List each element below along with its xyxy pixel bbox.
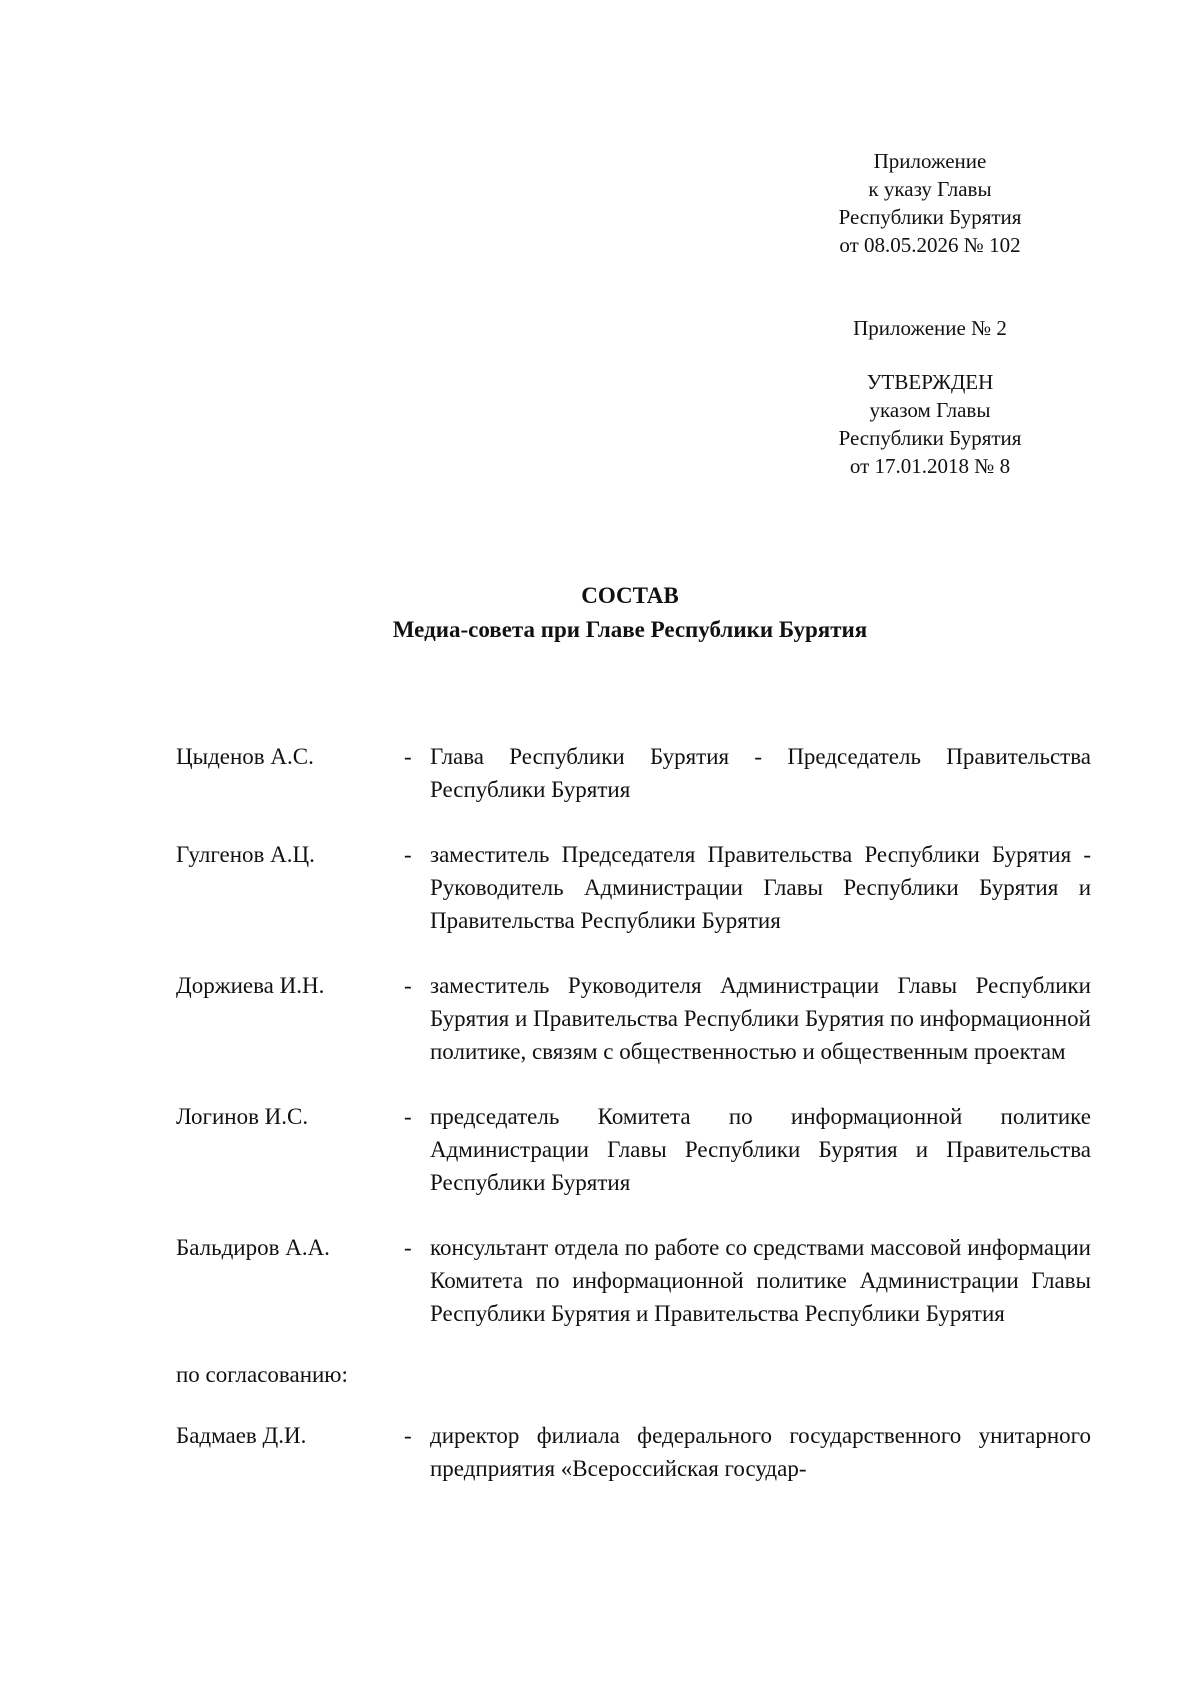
member-name: Доржиева И.Н. — [176, 973, 325, 998]
member-entry — [176, 838, 1091, 937]
member-role: Глава Республики Бурятия - Председатель Правительства Республики Бурятия — [430, 744, 1091, 802]
member-role: председатель Комитета по информационной политике Администрации Главы Республики Бурятия и Правительства Республики Бурятия — [430, 1104, 1091, 1195]
appendix-header — [790, 147, 1070, 259]
agreed-member-entry — [176, 1419, 1091, 1485]
member-entry — [176, 969, 1091, 1068]
agreement-label: по согласованию: — [176, 1362, 348, 1387]
appendix-number: Приложение № 2 — [853, 316, 1007, 340]
approval-line: указом Главы — [869, 398, 991, 422]
member-role: директор филиала федерального государственного унитарного предприятия «Всероссийская государ- — [430, 1423, 1091, 1481]
member-entry — [176, 1100, 1091, 1199]
member-name: Бадмаев Д.И. — [176, 1423, 307, 1448]
member-name: Логинов И.С. — [176, 1104, 309, 1129]
member-dash: - — [404, 1423, 412, 1448]
member-role: заместитель Председателя Правительства Республики Бурятия - Руководитель Администрации Главы Республики Бурятия и Правительства Республики Бурятия — [430, 842, 1091, 933]
title-subheading: Медиа-совета при Главе Республики Бурятия — [392, 617, 868, 642]
approval-date-line: от 17.01.2018 № 8 — [849, 454, 1011, 478]
member-dash: - — [404, 1235, 412, 1260]
member-role: консультант отдела по работе со средствами массовой информации Комитета по информационной политике Администрации Главы Республики Бурятия и Правительства Республики Бурятия — [430, 1235, 1091, 1326]
member-name: Бальдиров А.А. — [176, 1235, 330, 1260]
appendix-line: Приложение — [873, 149, 987, 173]
member-dash: - — [404, 1104, 412, 1129]
member-dash: - — [404, 842, 412, 867]
approval-line: Республики Бурятия — [838, 426, 1022, 450]
appendix-line: Республики Бурятия — [838, 205, 1022, 229]
member-role: заместитель Руководителя Администрации Главы Республики Бурятия и Правительства Республики Бурятия по информационной политике, связям с общественностью и общественным проектам — [430, 973, 1091, 1064]
appendix-number-block — [790, 314, 1070, 342]
approval-stamp-text — [790, 368, 1070, 480]
member-name: Гулгенов А.Ц. — [176, 842, 315, 867]
document-title — [170, 579, 1090, 647]
title-heading: СОСТАВ — [581, 583, 679, 608]
members-list — [176, 740, 1091, 1485]
member-dash: - — [404, 973, 412, 998]
member-entry — [176, 740, 1091, 806]
appendix-line: к указу Главы — [868, 177, 992, 201]
member-name: Цыденов А.С. — [176, 744, 314, 769]
appendix-date-line: от 08.05.2026 № 102 — [839, 233, 1021, 257]
member-entry — [176, 1231, 1091, 1330]
approval-line: УТВЕРЖДЕН — [866, 370, 994, 394]
member-dash: - — [404, 744, 412, 769]
